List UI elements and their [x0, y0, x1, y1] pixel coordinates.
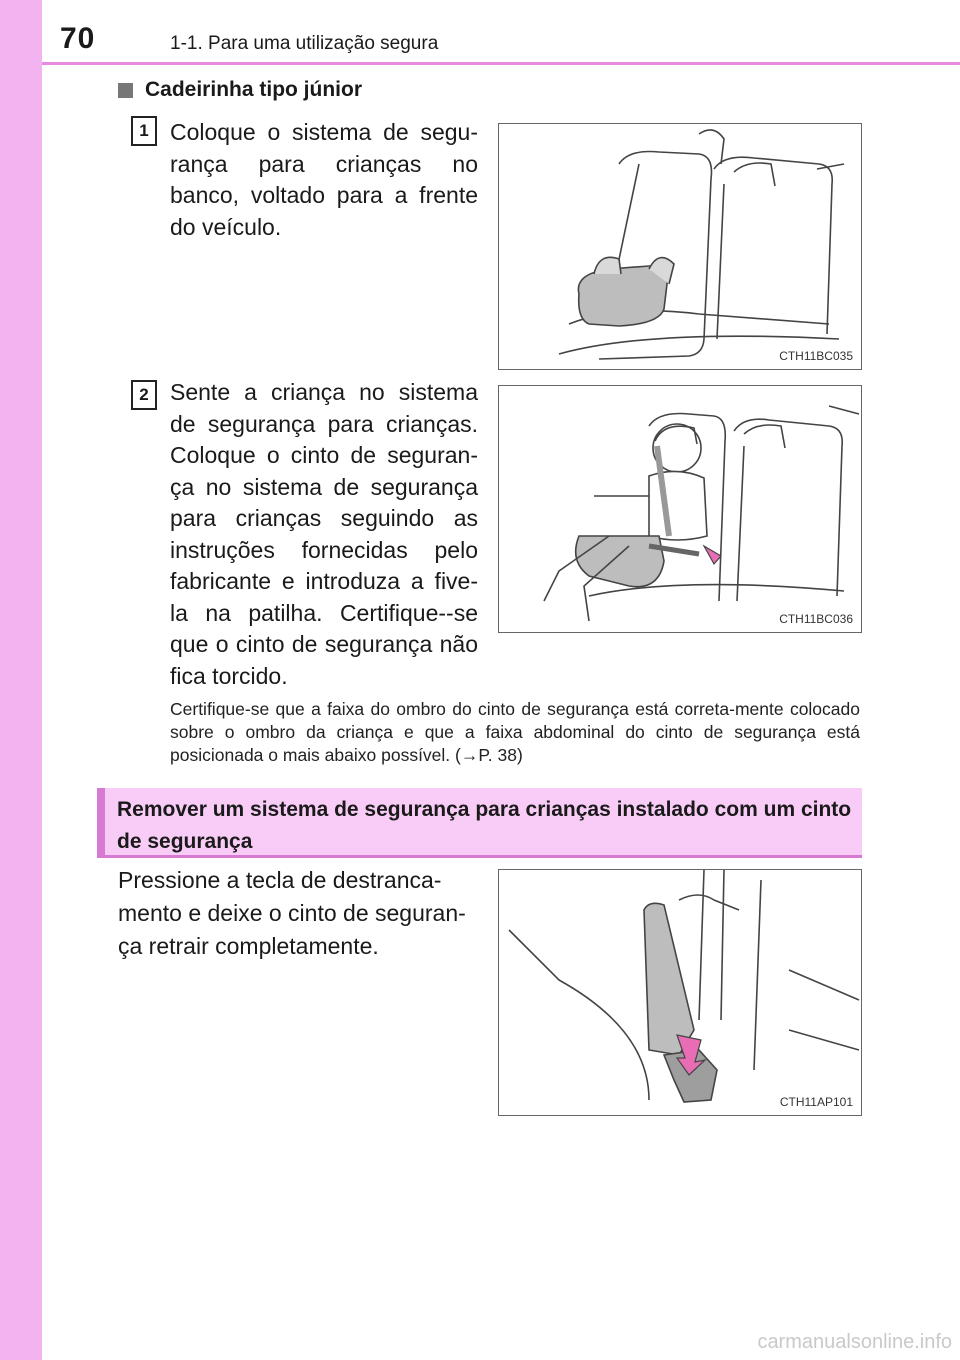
page-number: 70 — [60, 22, 96, 55]
figure-booster-on-seat — [498, 123, 862, 370]
figure-belt-release — [498, 869, 862, 1116]
step-1-text: Coloque o sistema de segu-rança para crianças no banco, voltado para a frente do veículo. — [170, 119, 478, 240]
junior-seat-heading — [118, 78, 362, 102]
watermark-text: carmanualsonline.info — [757, 1331, 952, 1353]
belt-release-illustration — [499, 870, 862, 1116]
figure-1-code: CTH11BC035 — [779, 349, 853, 363]
running-title: 1-1. Para uma utilização segura — [170, 33, 439, 54]
figure-3-code: CTH11AP101 — [779, 1095, 853, 1109]
step-2-text: Sente a criança no sistema de segurança para crianças. Coloque o cinto de seguran-ça no sistema de segurança para crianças seguindo as instruções fornecidas pelo fabricante e introduza a five-la na patilha. Certifique--se que o cinto de segurança não fica torcido. — [170, 379, 478, 689]
shoulder-belt-note: Certifique-se que a faixa do ombro do cinto de segurança está correta-mente colocado sobre o ombro da criança e que a faixa abdominal do cinto de segurança está posicionada o mais abaixo possível. (→P. 38) — [170, 699, 860, 765]
figure-child-on-booster — [498, 385, 862, 633]
figure-2-code: CTH11BC036 — [779, 612, 853, 626]
header-rule — [42, 62, 960, 65]
junior-seat-heading-text: Cadeirinha tipo júnior — [145, 78, 363, 101]
square-bullet-icon — [118, 83, 133, 98]
child-on-booster-illustration — [499, 386, 862, 633]
side-color-strip — [0, 0, 42, 1360]
removal-section-title: Remover um sistema de segurança para crianças instalado com um cinto de segurança — [117, 798, 852, 853]
step-1-badge: 1 — [131, 116, 157, 146]
removal-instructions: Pressione a tecla de destranca-mento e deixe o cinto de seguran-ça retrair completamente. — [118, 867, 466, 959]
removal-section-header — [97, 788, 862, 858]
step-2-badge: 2 — [131, 380, 157, 410]
booster-seat-illustration — [499, 124, 862, 370]
